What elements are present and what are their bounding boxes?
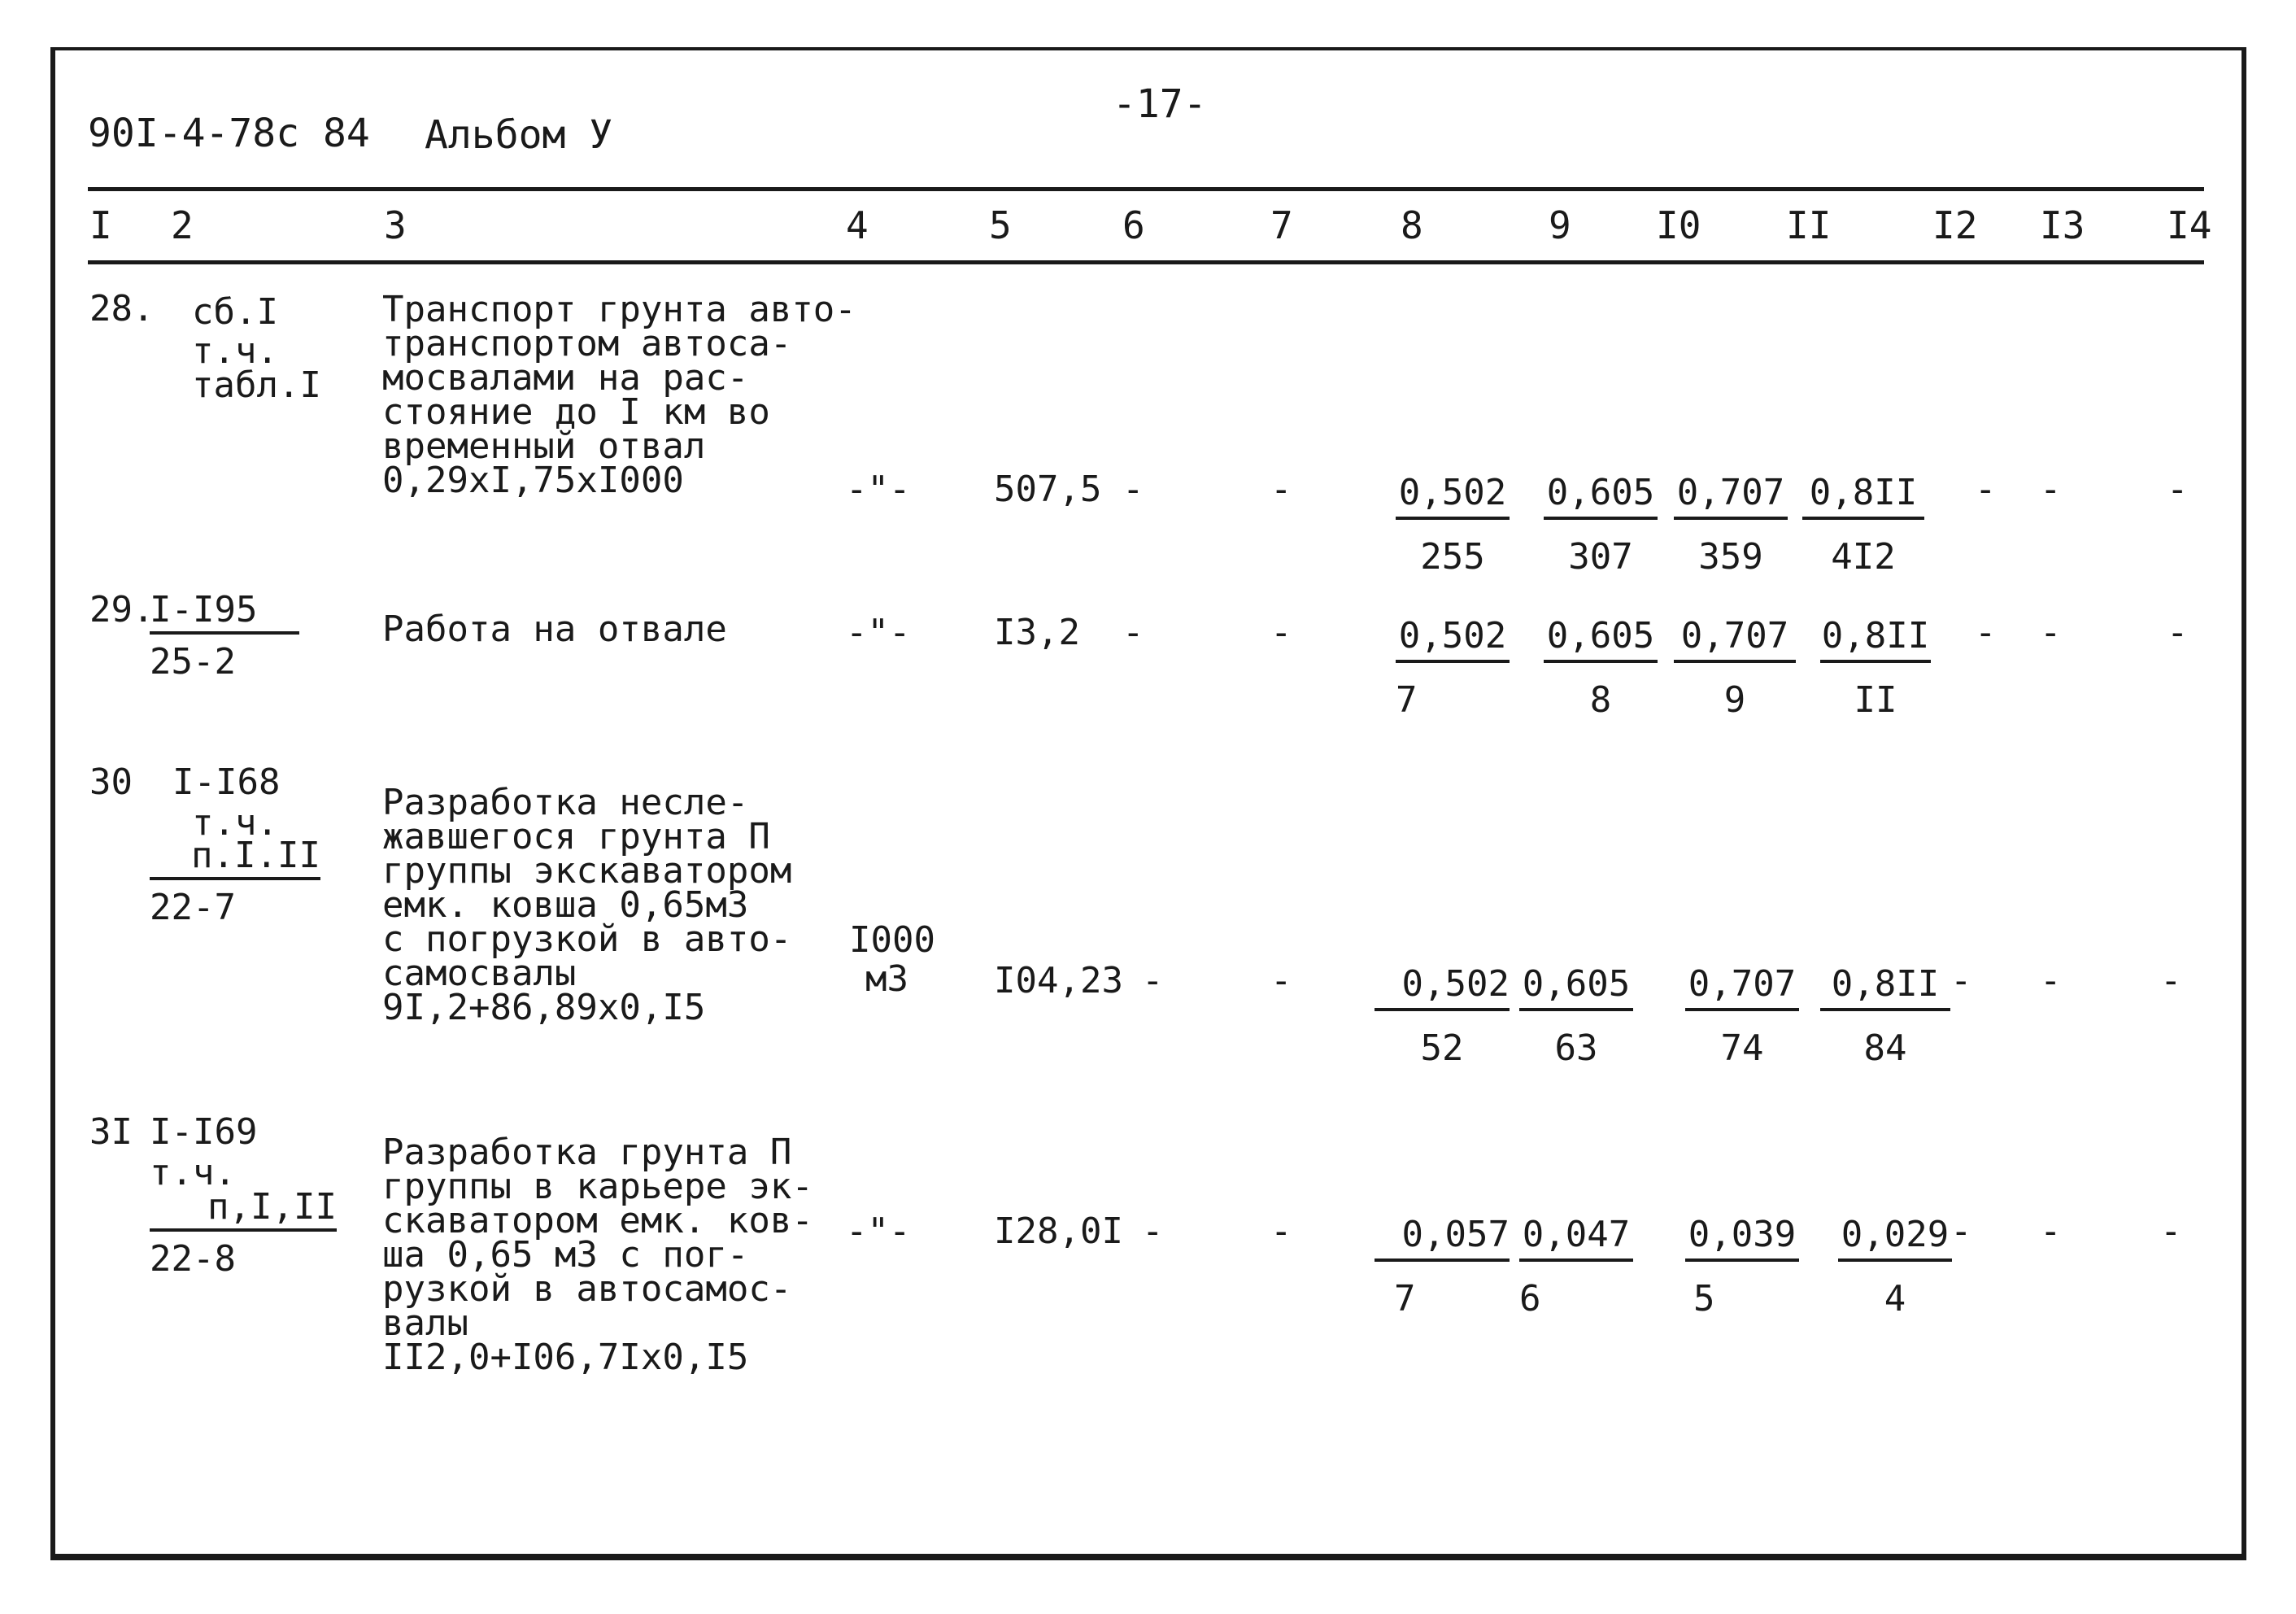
row-col13: - — [2040, 612, 2062, 653]
fraction-col10: $\frac{0,707}{74}$ — [1685, 963, 1799, 1069]
fraction-col8: $\frac{0,502}{52}$ — [1375, 963, 1510, 1069]
row-code: т.ч. — [192, 330, 278, 372]
row-unit: -"- — [846, 1210, 911, 1252]
row-unit: I000 — [849, 919, 935, 961]
row-number: 30 — [89, 761, 133, 803]
col-header-11: II — [1786, 203, 1832, 247]
row-quantity: I3,2 — [994, 612, 1080, 653]
row-description: Разработка грунта П группы в карьере эк- скаватором емк. ков- ша 0,65 м3 с пог- рузкой в автосамос- валы II2,0+I06,7Iх0,I5 — [382, 1132, 813, 1378]
col-header-4: 4 — [846, 203, 869, 247]
fraction-col9: $\frac{0,605}{8}$ — [1544, 615, 1658, 721]
row-unit: -"- — [846, 469, 911, 510]
row-unit: -"- — [846, 612, 911, 653]
row-col13: - — [2040, 469, 2062, 510]
fraction-col11: $\frac{0,8II}{4I2}$ — [1802, 472, 1924, 578]
row-col12: - — [1950, 960, 1972, 1001]
row-col6: - — [1142, 960, 1164, 1001]
row-quantity: 507,5 — [994, 469, 1102, 510]
col-header-2: 2 — [171, 203, 194, 247]
row-col12: - — [1975, 612, 1997, 653]
row-col7: - — [1270, 960, 1292, 1001]
col-header-12: I2 — [1932, 203, 1978, 247]
row-code: п,I,II — [150, 1189, 337, 1232]
col-header-6: 6 — [1122, 203, 1145, 247]
col-header-13: I3 — [2040, 203, 2085, 247]
fraction-col11: $\frac{0,8II}{II}$ — [1821, 615, 1930, 721]
row-code: I-I68 — [172, 761, 281, 803]
header-rule-top — [88, 187, 2204, 191]
col-header-9: 9 — [1549, 203, 1571, 247]
col-header-8: 8 — [1401, 203, 1423, 247]
row-code: т.ч. — [150, 1152, 236, 1193]
page-number: -17- — [1113, 81, 1207, 127]
fraction-col11: $\frac{0,029}{4}$ — [1838, 1214, 1952, 1320]
row-quantity: I04,23 — [994, 960, 1123, 1001]
row-col6: - — [1122, 612, 1144, 653]
row-code: I-I69 — [150, 1111, 258, 1153]
row-code: т.ч. — [192, 802, 278, 844]
row-unit: м3 — [865, 958, 908, 1000]
row-number: 29. — [89, 589, 155, 630]
fraction-col8: $\frac{0,502}{7}$ — [1396, 615, 1510, 721]
row-col6: - — [1122, 469, 1144, 510]
row-col12: - — [1975, 469, 1997, 510]
page-frame — [50, 47, 2246, 1560]
col-header-3: 3 — [384, 203, 407, 247]
row-col12: - — [1950, 1210, 1972, 1252]
row-code: табл.I — [192, 364, 321, 406]
row-col14: - — [2167, 469, 2189, 510]
row-number: 28. — [89, 288, 155, 329]
col-header-5: 5 — [989, 203, 1012, 247]
fraction-col8: $\frac{0,502}{255}$ — [1396, 472, 1510, 578]
col-header-1: I — [89, 203, 112, 247]
row-number: 3I — [89, 1111, 133, 1153]
row-code-bottom: 22-8 — [150, 1238, 236, 1280]
row-description: Разработка несле- жавшегося грунта П группы экскаватором емк. ковша 0,65м3 с погрузкой в авто- самосвалы 9I,2+86,89х0,I5 — [382, 782, 792, 1028]
fraction-col9: $\frac{0,605}{307}$ — [1544, 472, 1658, 578]
fraction-col11: $\frac{0,8II}{84}$ — [1820, 963, 1950, 1069]
row-code: п.I.II — [150, 838, 320, 880]
row-col7: - — [1270, 469, 1292, 510]
fraction-col8: $\frac{0,057}{7}$ — [1375, 1214, 1510, 1320]
doc-code: 90I-4-78с 84 — [88, 111, 370, 156]
header-rule-bottom — [88, 260, 2204, 264]
col-header-14: I4 — [2167, 203, 2212, 247]
row-col6: - — [1142, 1210, 1164, 1252]
fraction-col10: $\frac{0,707}{359}$ — [1674, 472, 1788, 578]
col-header-10: I0 — [1656, 203, 1701, 247]
row-quantity: I28,0I — [994, 1210, 1123, 1252]
fraction-col10: $\frac{0,039}{5}$ — [1685, 1214, 1799, 1320]
row-code-top: I-I95 — [150, 592, 299, 635]
row-col14: - — [2160, 1210, 2182, 1252]
fraction-col9: $\frac{0,605}{63}$ — [1519, 963, 1633, 1069]
row-col13: - — [2040, 1210, 2062, 1252]
row-code: сб.I — [192, 291, 278, 333]
row-col14: - — [2160, 960, 2182, 1001]
row-col7: - — [1270, 1210, 1292, 1252]
album-label: Альбом У — [425, 112, 613, 158]
col-header-7: 7 — [1270, 203, 1293, 247]
row-code-bottom: 25-2 — [150, 641, 236, 683]
row-description: Транспорт грунта авто- транспортом автоса- мосвалами на рас- стояние до I км во временный отвал 0,29хI,75хI000 — [382, 289, 856, 501]
row-col14: - — [2167, 612, 2189, 653]
row-col13: - — [2040, 960, 2062, 1001]
row-col7: - — [1270, 612, 1292, 653]
row-description: Работа на отвале — [382, 609, 727, 650]
fraction-col10: $\frac{0,707}{9}$ — [1674, 615, 1796, 721]
fraction-col9: $\frac{0,047}{6}$ — [1519, 1214, 1633, 1320]
row-code-bottom: 22-7 — [150, 887, 236, 928]
